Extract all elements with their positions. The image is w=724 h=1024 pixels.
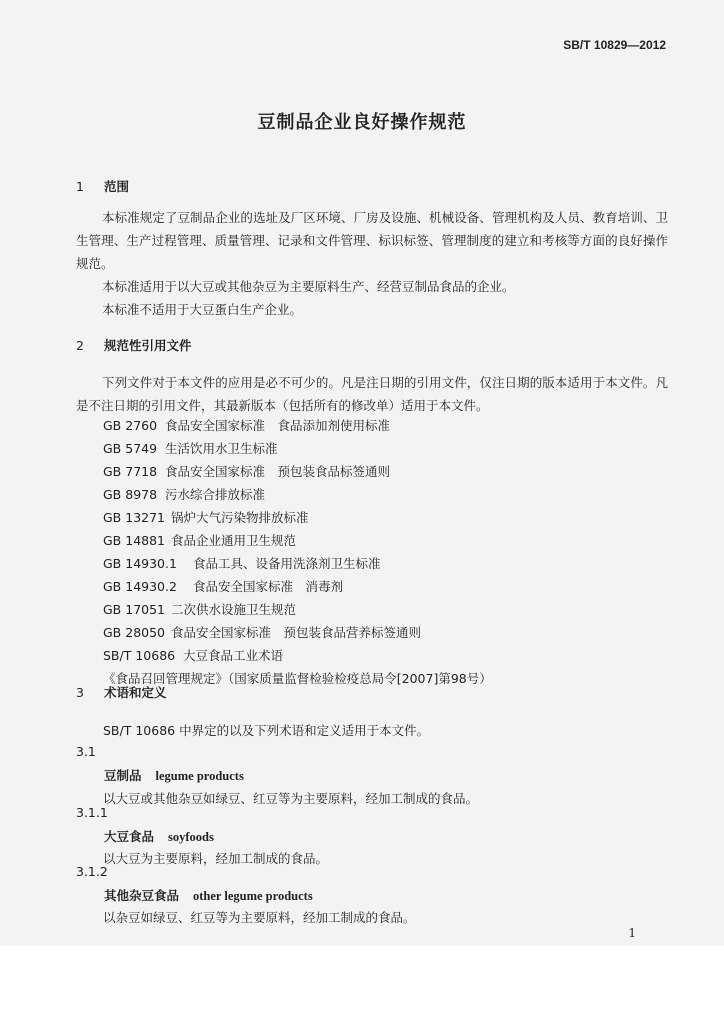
section-title: 规范性引用文件 (104, 338, 192, 353)
reference-item: GB 7718 食品安全国家标准 预包装食品标签通则 (103, 464, 391, 479)
reference-item: GB 8978 污水综合排放标准 (103, 487, 266, 502)
term-definition: 以杂豆如绿豆、红豆等为主要原料，经加工制成的食品。 (103, 910, 416, 925)
section-3-heading (76, 683, 167, 701)
term-number: 3.1 (76, 744, 96, 759)
section-2-intro: 下列文件对于本文件的应用是必不可少的。凡是注日期的引用文件，仅注日期的版本适用于本文件。凡是不注日期的引用文件，其最新版本（包括所有的修改单）适用于本文件。 (76, 375, 668, 413)
term-heading: 其他杂豆食品 other legume products (104, 888, 313, 903)
reference-item: GB 14930.2 食品安全国家标准 消毒剂 (103, 579, 344, 594)
reference-item: 《食品召回管理规定》（国家质量监督检验检疫总局令[2007]第98号） (103, 671, 492, 686)
section-title: 范围 (104, 179, 130, 194)
term-definition: 以大豆或其他杂豆如绿豆、红豆等为主要原料，经加工制成的食品。 (103, 791, 479, 806)
section-number: 1 (76, 179, 84, 194)
term-number: 3.1.2 (76, 864, 108, 879)
reference-item: GB 14930.1 食品工具、设备用洗涤剂卫生标准 (103, 556, 381, 571)
reference-item: GB 2760 食品安全国家标准 食品添加剂使用标准 (103, 418, 391, 433)
section-1-paragraph-2: 本标准适用于以大豆或其他杂豆为主要原料生产、经营豆制品食品的企业。 (102, 279, 515, 294)
section-number: 2 (76, 338, 84, 353)
reference-item: GB 17051 二次供水设施卫生规范 (103, 602, 297, 617)
scan-margin (0, 946, 724, 1024)
term-heading: 豆制品 legume products (104, 768, 244, 783)
reference-item: GB 28050 食品安全国家标准 预包装食品营养标签通则 (103, 625, 422, 640)
reference-item: GB 14881 食品企业通用卫生规范 (103, 533, 297, 548)
section-3-intro: SB/T 10686 中界定的以及下列术语和定义适用于本文件。 (103, 723, 430, 738)
standard-code: SB/T 10829—2012 (563, 38, 666, 52)
section-1-paragraph-1: 本标准规定了豆制品企业的选址及厂区环境、厂房及设施、机械设备、管理机构及人员、教育培训、卫生管理、生产过程管理、质量管理、记录和文件管理、标识标签、管理制度的建立和考核等方面的良好操作规范。 (76, 210, 668, 271)
reference-item: SB/T 10686 大豆食品工业术语 (103, 648, 284, 663)
term-definition: 以大豆为主要原料，经加工制成的食品。 (103, 851, 329, 866)
reference-item: GB 13271 锅炉大气污染物排放标准 (103, 510, 309, 525)
section-2-heading (76, 336, 192, 354)
section-number: 3 (76, 685, 84, 700)
section-1-paragraph-3: 本标准不适用于大豆蛋白生产企业。 (102, 302, 303, 317)
section-title: 术语和定义 (104, 685, 167, 700)
page-number: 1 (628, 926, 636, 940)
section-1-heading (76, 177, 129, 195)
term-number: 3.1.1 (76, 805, 108, 820)
term-heading: 大豆食品 soyfoods (104, 829, 214, 844)
document-title: 豆制品企业良好操作规范 (257, 112, 467, 133)
reference-item: GB 5749 生活饮用水卫生标准 (103, 441, 278, 456)
